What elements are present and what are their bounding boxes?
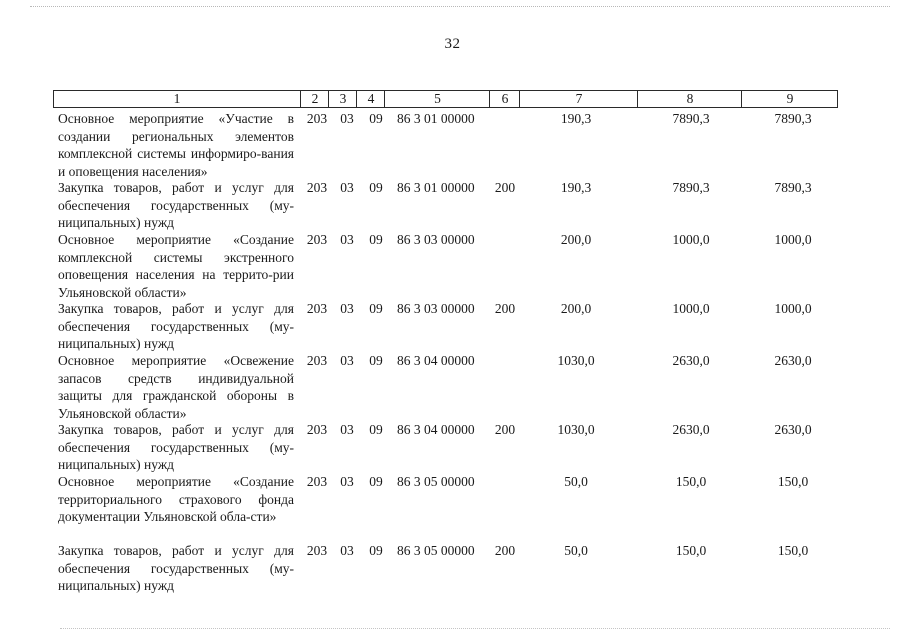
cell-expense-type: 200 [494,180,516,195]
cell-amount-col9: 7890,3 [774,111,812,126]
cell-admin-code: 203 [306,111,328,126]
cell-subsection: 09 [369,180,383,195]
cell-amount-col8: 2630,0 [672,353,710,368]
cell-amount-col7: 200,0 [560,301,592,316]
column-header-4: 4 [356,91,385,107]
cell-admin-code: 203 [306,301,328,316]
cell-subsection: 09 [369,474,383,489]
cell-amount-col8: 7890,3 [672,111,710,126]
cell-amount-col7: 190,3 [560,180,592,195]
cell-section: 03 [340,301,354,316]
cell-section: 03 [340,543,354,558]
row-description: Основное мероприятие «Участие в создании региональных элементов комплексной системы информиро-вания и оповещения населения» [58,111,294,179]
row-description: Основное мероприятие «Создание комплексной системы экстренного оповещения населения на террито-рии Ульяновской области» [58,232,294,300]
cell-amount-col7: 190,3 [560,111,592,126]
cell-target-article: 86 3 04 00000 [397,353,475,368]
cell-expense-type: 200 [494,543,516,558]
scan-edge-bottom [60,628,890,629]
cell-section: 03 [340,232,354,247]
cell-amount-col8: 2630,0 [672,422,710,437]
cell-amount-col7: 200,0 [560,232,592,247]
row-description: Основное мероприятие «Освежение запасов средств индивидуальной защиты для гражданской обороны в Ульяновской области» [58,353,294,421]
cell-amount-col8: 7890,3 [672,180,710,195]
column-header-8: 8 [637,91,742,107]
cell-subsection: 09 [369,353,383,368]
column-header-9: 9 [741,91,838,107]
cell-subsection: 09 [369,543,383,558]
cell-section: 03 [340,422,354,437]
cell-amount-col7: 1030,0 [557,422,595,437]
row-description: Закупка товаров, работ и услуг для обеспечения государственных (му-ниципальных) нужд [58,180,294,231]
row-description: Закупка товаров, работ и услуг для обеспечения государственных (му-ниципальных) нужд [58,422,294,473]
cell-target-article: 86 3 05 00000 [397,474,475,489]
row-description: Закупка товаров, работ и услуг для обеспечения государственных (му-ниципальных) нужд [58,301,294,352]
cell-amount-col9: 2630,0 [774,422,812,437]
page-number: 32 [444,36,461,52]
cell-subsection: 09 [369,301,383,316]
cell-expense-type: 200 [494,301,516,316]
cell-amount-col7: 50,0 [564,543,588,558]
cell-amount-col8: 150,0 [675,543,707,558]
cell-expense-type: 200 [494,422,516,437]
cell-target-article: 86 3 03 00000 [397,232,475,247]
scan-edge-top [30,6,890,7]
table-header-row [53,90,838,108]
cell-amount-col9: 1000,0 [774,232,812,247]
cell-amount-col8: 1000,0 [672,301,710,316]
cell-target-article: 86 3 05 00000 [397,543,475,558]
cell-section: 03 [340,180,354,195]
column-header-2: 2 [300,91,329,107]
cell-subsection: 09 [369,111,383,126]
cell-amount-col9: 2630,0 [774,353,812,368]
cell-target-article: 86 3 01 00000 [397,180,475,195]
cell-admin-code: 203 [306,180,328,195]
cell-amount-col9: 150,0 [777,543,809,558]
cell-amount-col7: 50,0 [564,474,588,489]
cell-amount-col9: 7890,3 [774,180,812,195]
cell-target-article: 86 3 03 00000 [397,301,475,316]
cell-section: 03 [340,474,354,489]
column-header-3: 3 [328,91,357,107]
column-header-7: 7 [519,91,638,107]
cell-admin-code: 203 [306,474,328,489]
cell-section: 03 [340,353,354,368]
cell-amount-col9: 150,0 [777,474,809,489]
cell-subsection: 09 [369,422,383,437]
cell-target-article: 86 3 01 00000 [397,111,475,126]
cell-amount-col8: 150,0 [675,474,707,489]
column-header-1: 1 [173,91,181,106]
cell-subsection: 09 [369,232,383,247]
cell-target-article: 86 3 04 00000 [397,422,475,437]
cell-amount-col7: 1030,0 [557,353,595,368]
cell-admin-code: 203 [306,353,328,368]
cell-admin-code: 203 [306,543,328,558]
column-header-6: 6 [489,91,520,107]
column-header-5: 5 [384,91,490,107]
cell-admin-code: 203 [306,422,328,437]
cell-admin-code: 203 [306,232,328,247]
cell-section: 03 [340,111,354,126]
row-description: Закупка товаров, работ и услуг для обеспечения государственных (му-ниципальных) нужд [58,543,294,594]
cell-amount-col8: 1000,0 [672,232,710,247]
cell-amount-col9: 1000,0 [774,301,812,316]
row-description: Основное мероприятие «Создание территориального страхового фонда документации Ульяновской обла-сти» [58,474,294,525]
